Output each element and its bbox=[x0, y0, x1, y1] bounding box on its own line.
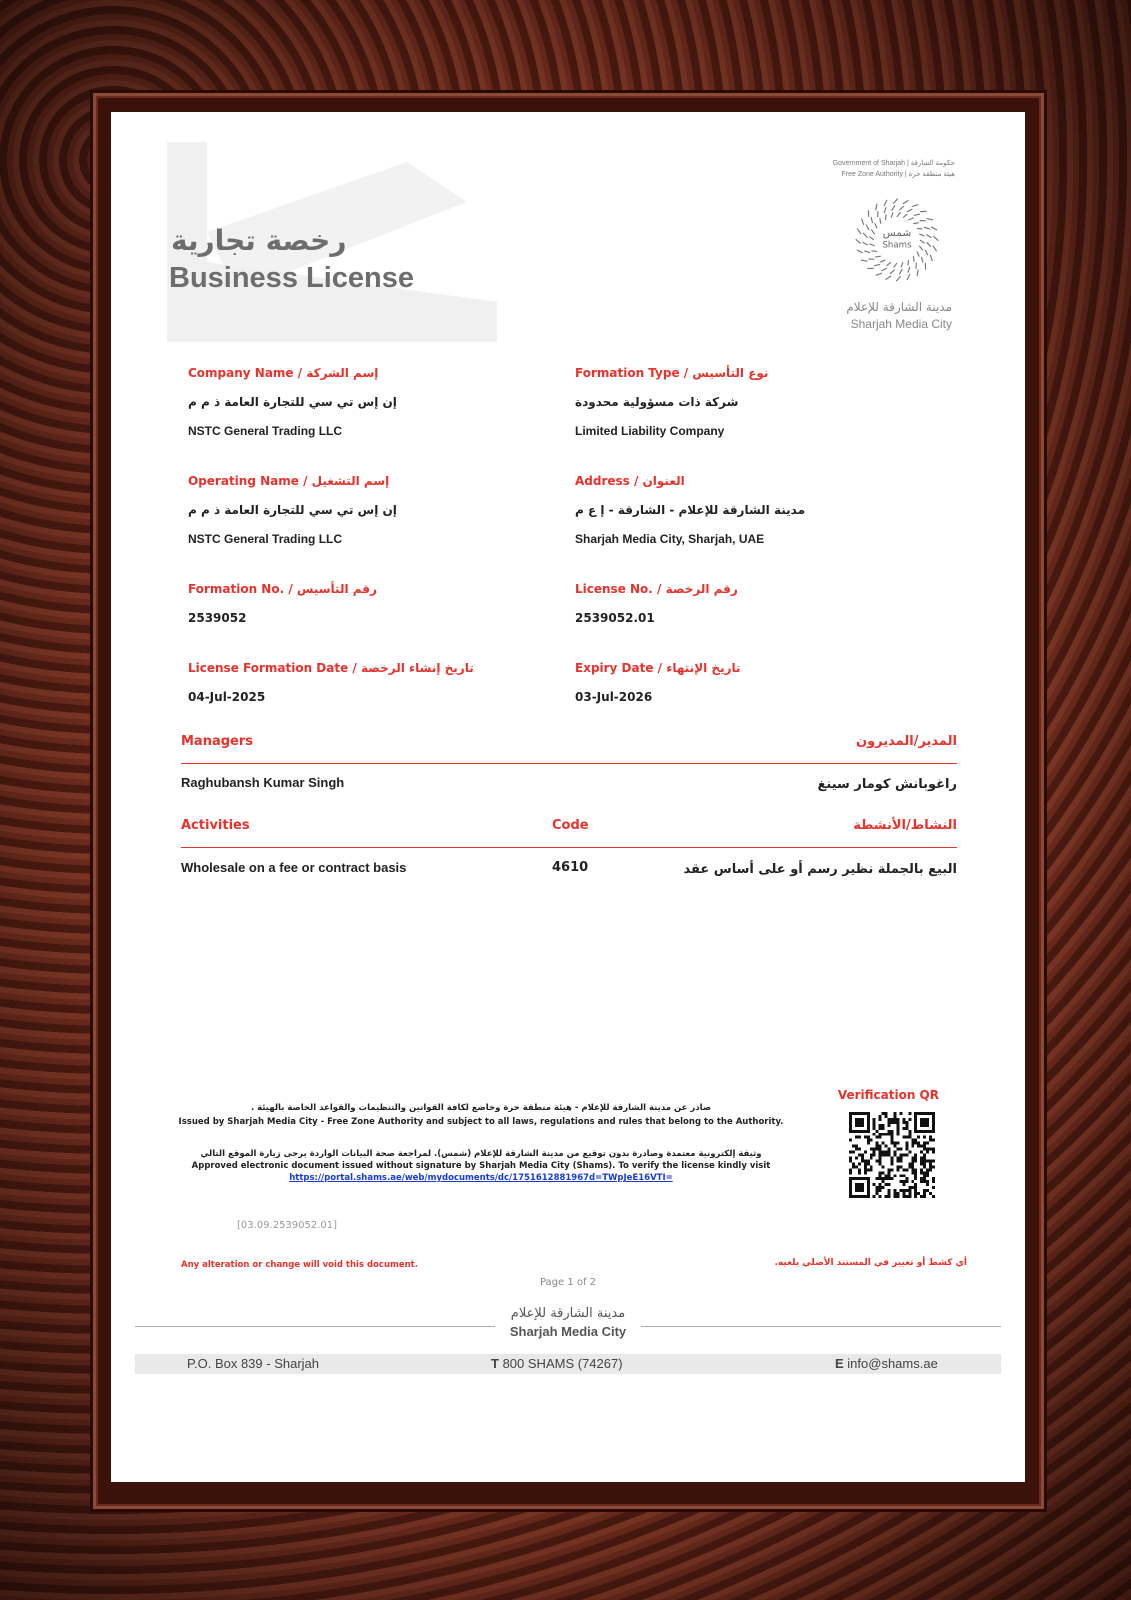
verify-link[interactable]: https://portal.shams.ae/web/mydocuments/dc/1751612881967d=TWpJeE16VTI= bbox=[289, 1173, 673, 1183]
title-arabic: رخصة تجارية bbox=[171, 224, 347, 257]
formation-no-label: Formation No. / رقم التأسيس bbox=[188, 582, 377, 596]
activities-divider bbox=[181, 847, 957, 848]
verification-qr-code[interactable] bbox=[849, 1112, 935, 1198]
government-caption bbox=[833, 158, 955, 180]
document-reference: [03.09.2539052.01] bbox=[237, 1220, 338, 1231]
license-date-label: License Formation Date / تاريخ إنشاء الرخصة bbox=[188, 661, 474, 675]
license-page bbox=[111, 112, 1025, 1482]
formation-type-arabic: شركة ذات مسؤولية محدودة bbox=[575, 395, 739, 409]
gov-line-1: Government of Sharjah | حكومة الشارقة bbox=[832, 160, 955, 167]
phone-prefix: T bbox=[491, 1356, 499, 1371]
license-no-label: License No. / رقم الرخصة bbox=[575, 582, 738, 596]
email-prefix: E bbox=[835, 1356, 844, 1371]
activity-name-ar: البيع بالجملة نظير رسم أو على أساس عقد bbox=[683, 862, 957, 877]
email-address: info@shams.ae bbox=[847, 1356, 938, 1371]
logo-text-ar: شمس bbox=[882, 227, 912, 240]
address-arabic: مدينة الشارقة للإعلام - الشارقة - إ ع م bbox=[575, 503, 806, 517]
activities-header-ar: النشاط/الأنشطة bbox=[853, 818, 957, 833]
alteration-warning-ar: أي كشط أو تغيير في المستند الأصلي يلغيه. bbox=[774, 1258, 967, 1268]
verify-link-wrap bbox=[171, 1172, 791, 1184]
expiry-date-value: 03-Jul-2026 bbox=[575, 690, 653, 704]
manager-name-ar: راغوبانش كومار سينغ bbox=[817, 777, 957, 792]
formation-no-value: 2539052 bbox=[188, 611, 247, 625]
title-english: Business License bbox=[169, 262, 414, 294]
phone-number: 800 SHAMS (74267) bbox=[502, 1356, 623, 1371]
alteration-warning-en: Any alteration or change will void this document. bbox=[181, 1260, 418, 1270]
code-header: Code bbox=[552, 818, 589, 833]
issued-note-en: Issued by Sharjah Media City - Free Zone Authority and subject to all laws, regulations and rules that belong to the Authority. bbox=[178, 1117, 784, 1127]
operating-name-english: NSTC General Trading LLC bbox=[188, 532, 343, 546]
footer-smc-ar: مدينة الشارقة للإعلام bbox=[510, 1306, 626, 1321]
company-name-label: Company Name / إسم الشركة bbox=[188, 366, 379, 380]
po-box: P.O. Box 839 - Sharjah bbox=[187, 1356, 320, 1371]
logo-text-en: Shams bbox=[882, 240, 912, 251]
managers-header-en: Managers bbox=[181, 734, 254, 749]
company-name-english: NSTC General Trading LLC bbox=[188, 424, 343, 438]
footer-smc-en: Sharjah Media City bbox=[509, 1324, 627, 1339]
issued-note-ar: صادر عن مدينة الشارقة للإعلام - هيئة منطقة حرة وخاضع لكافة القوانين والتنظيمات والقواعد الخاصة بالهيئة . bbox=[250, 1103, 712, 1113]
approved-note-en: Approved electronic document issued without signature by Sharjah Media City (Shams). To verify the license kindly visit bbox=[191, 1161, 771, 1171]
managers-header-ar: المدير/المديرون bbox=[856, 734, 957, 749]
expiry-date-label: Expiry Date / تاريخ الإنتهاء bbox=[575, 661, 741, 675]
activity-code: 4610 bbox=[552, 860, 589, 875]
address-label: Address / العنوان bbox=[575, 474, 685, 488]
verification-qr-title: Verification QR bbox=[837, 1088, 939, 1102]
formation-type-english: Limited Liability Company bbox=[575, 424, 725, 438]
phone bbox=[491, 1356, 623, 1371]
smc-name-english: Sharjah Media City bbox=[850, 317, 952, 331]
gov-line-2: Free Zone Authority | هيئة منطقة حرة bbox=[841, 171, 955, 178]
activity-name-en: Wholesale on a fee or contract basis bbox=[181, 860, 407, 875]
shams-logo-icon bbox=[849, 190, 945, 286]
manager-name-en: Raghubansh Kumar Singh bbox=[181, 775, 345, 790]
managers-divider bbox=[181, 763, 957, 764]
company-name-arabic: إن إس تي سي للتجارة العامة ذ م م bbox=[188, 395, 397, 409]
operating-name-label: Operating Name / إسم التشغيل bbox=[188, 474, 390, 488]
smc-name-arabic: مدينة الشارقة للإعلام bbox=[846, 300, 952, 314]
formation-type-label: Formation Type / نوع التأسيس bbox=[575, 366, 769, 380]
license-no-value: 2539052.01 bbox=[575, 611, 655, 625]
operating-name-arabic: إن إس تي سي للتجارة العامة ذ م م bbox=[188, 503, 397, 517]
address-english: Sharjah Media City, Sharjah, UAE bbox=[575, 532, 765, 546]
page-number: Page 1 of 2 bbox=[539, 1277, 597, 1288]
approved-note-ar: وثيقة إلكترونية معتمدة وصادرة بدون توقيع من مدينة الشارقة للإعلام (شمس). لمراجعة صحة البيانات الواردة يرجى زيارة الموقع التالي bbox=[200, 1149, 762, 1159]
license-date-value: 04-Jul-2025 bbox=[188, 690, 266, 704]
contact-bar bbox=[135, 1354, 1001, 1374]
email bbox=[835, 1356, 938, 1371]
activities-header-en: Activities bbox=[181, 818, 250, 833]
